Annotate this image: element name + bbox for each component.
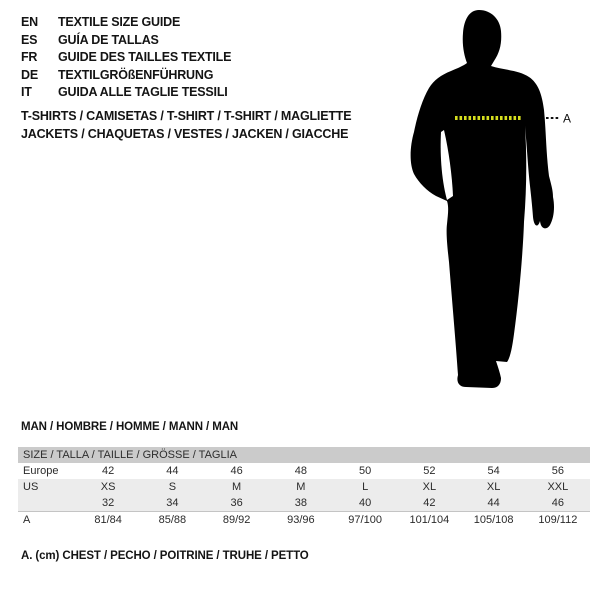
language-code: DE bbox=[21, 67, 38, 82]
language-item-en bbox=[21, 14, 231, 32]
category-lines bbox=[21, 107, 351, 143]
language-label: TEXTILE SIZE GUIDE bbox=[58, 15, 181, 29]
table-cell: 40 bbox=[359, 497, 372, 509]
language-label: GUIDA ALLE TAGLIE TESSILI bbox=[58, 85, 228, 99]
language-item-de bbox=[21, 67, 231, 85]
table-cell: XL bbox=[422, 481, 437, 493]
table-cell: 81/84 bbox=[94, 514, 122, 526]
table-cell: 34 bbox=[166, 497, 179, 509]
language-label: GUÍA DE TALLAS bbox=[58, 32, 159, 47]
measure-label-a: A bbox=[563, 111, 572, 126]
table-cell: 93/96 bbox=[287, 514, 315, 526]
row-label: US bbox=[23, 481, 39, 493]
footnote-chest: A. (cm) CHEST / PECHO / POITRINE / TRUHE / PETTO bbox=[21, 550, 309, 562]
language-code: ES bbox=[21, 32, 38, 47]
language-item-es bbox=[21, 32, 231, 50]
table-cell: 42 bbox=[423, 497, 436, 509]
table-cell: XXL bbox=[547, 481, 569, 493]
language-code: IT bbox=[21, 85, 32, 99]
row-label: A bbox=[23, 514, 31, 526]
table-cell: 52 bbox=[423, 465, 436, 477]
table-cell: XL bbox=[486, 481, 501, 493]
row-label: Europe bbox=[23, 465, 59, 477]
category-line-jackets: JACKETS / CHAQUETAS / VESTES / JACKEN / GIACCHE bbox=[21, 127, 349, 141]
table-cell: 48 bbox=[294, 465, 307, 477]
language-code: EN bbox=[21, 15, 38, 29]
table-cell: 44 bbox=[487, 497, 500, 509]
table-cell: 46 bbox=[551, 497, 564, 509]
table-row-us bbox=[18, 479, 590, 495]
table-cell: 89/92 bbox=[222, 514, 251, 526]
table-cell: 38 bbox=[294, 497, 307, 509]
size-table-header: SIZE / TALLA / TAILLE / GRÖSSE / TAGLIA bbox=[18, 447, 590, 463]
table-cell: 85/88 bbox=[158, 514, 187, 526]
language-item-fr bbox=[21, 49, 231, 67]
language-label: TEXTILGRÖßENFÜHRUNG bbox=[58, 67, 214, 82]
table-cell: 101/104 bbox=[409, 514, 450, 526]
table-row-chest-a bbox=[18, 511, 590, 529]
table-cell: XS bbox=[100, 481, 116, 493]
language-label: GUIDE DES TAILLES TEXTILE bbox=[58, 50, 232, 64]
table-cell: 42 bbox=[102, 465, 115, 477]
table-cell: 46 bbox=[230, 465, 243, 477]
language-code: FR bbox=[21, 50, 38, 64]
table-row-europe bbox=[18, 463, 590, 479]
language-item-it bbox=[21, 84, 231, 102]
table-cell: M bbox=[232, 481, 242, 493]
table-cell: 44 bbox=[166, 465, 179, 477]
table-cell: 54 bbox=[487, 465, 500, 477]
table-cell: L bbox=[362, 481, 369, 493]
table-cell: 50 bbox=[359, 465, 372, 477]
table-cell: S bbox=[168, 481, 177, 493]
section-title-man: MAN / HOMBRE / HOMME / MANN / MAN bbox=[21, 421, 239, 433]
table-row-numeric bbox=[18, 495, 590, 511]
table-cell: M bbox=[296, 481, 306, 493]
language-guide-list bbox=[21, 14, 231, 102]
size-table bbox=[18, 447, 590, 529]
man-silhouette-shape bbox=[411, 10, 554, 388]
table-cell: 32 bbox=[102, 497, 115, 509]
table-cell: 105/108 bbox=[473, 514, 514, 526]
table-cell: 56 bbox=[551, 465, 564, 477]
category-line-tshirts: T-SHIRTS / CAMISETAS / T-SHIRT / T-SHIRT / MAGLIETTE bbox=[21, 109, 352, 123]
man-silhouette bbox=[395, 0, 600, 400]
table-cell: 109/112 bbox=[538, 514, 578, 526]
table-cell: 36 bbox=[230, 497, 243, 509]
table-cell: 97/100 bbox=[348, 514, 382, 526]
